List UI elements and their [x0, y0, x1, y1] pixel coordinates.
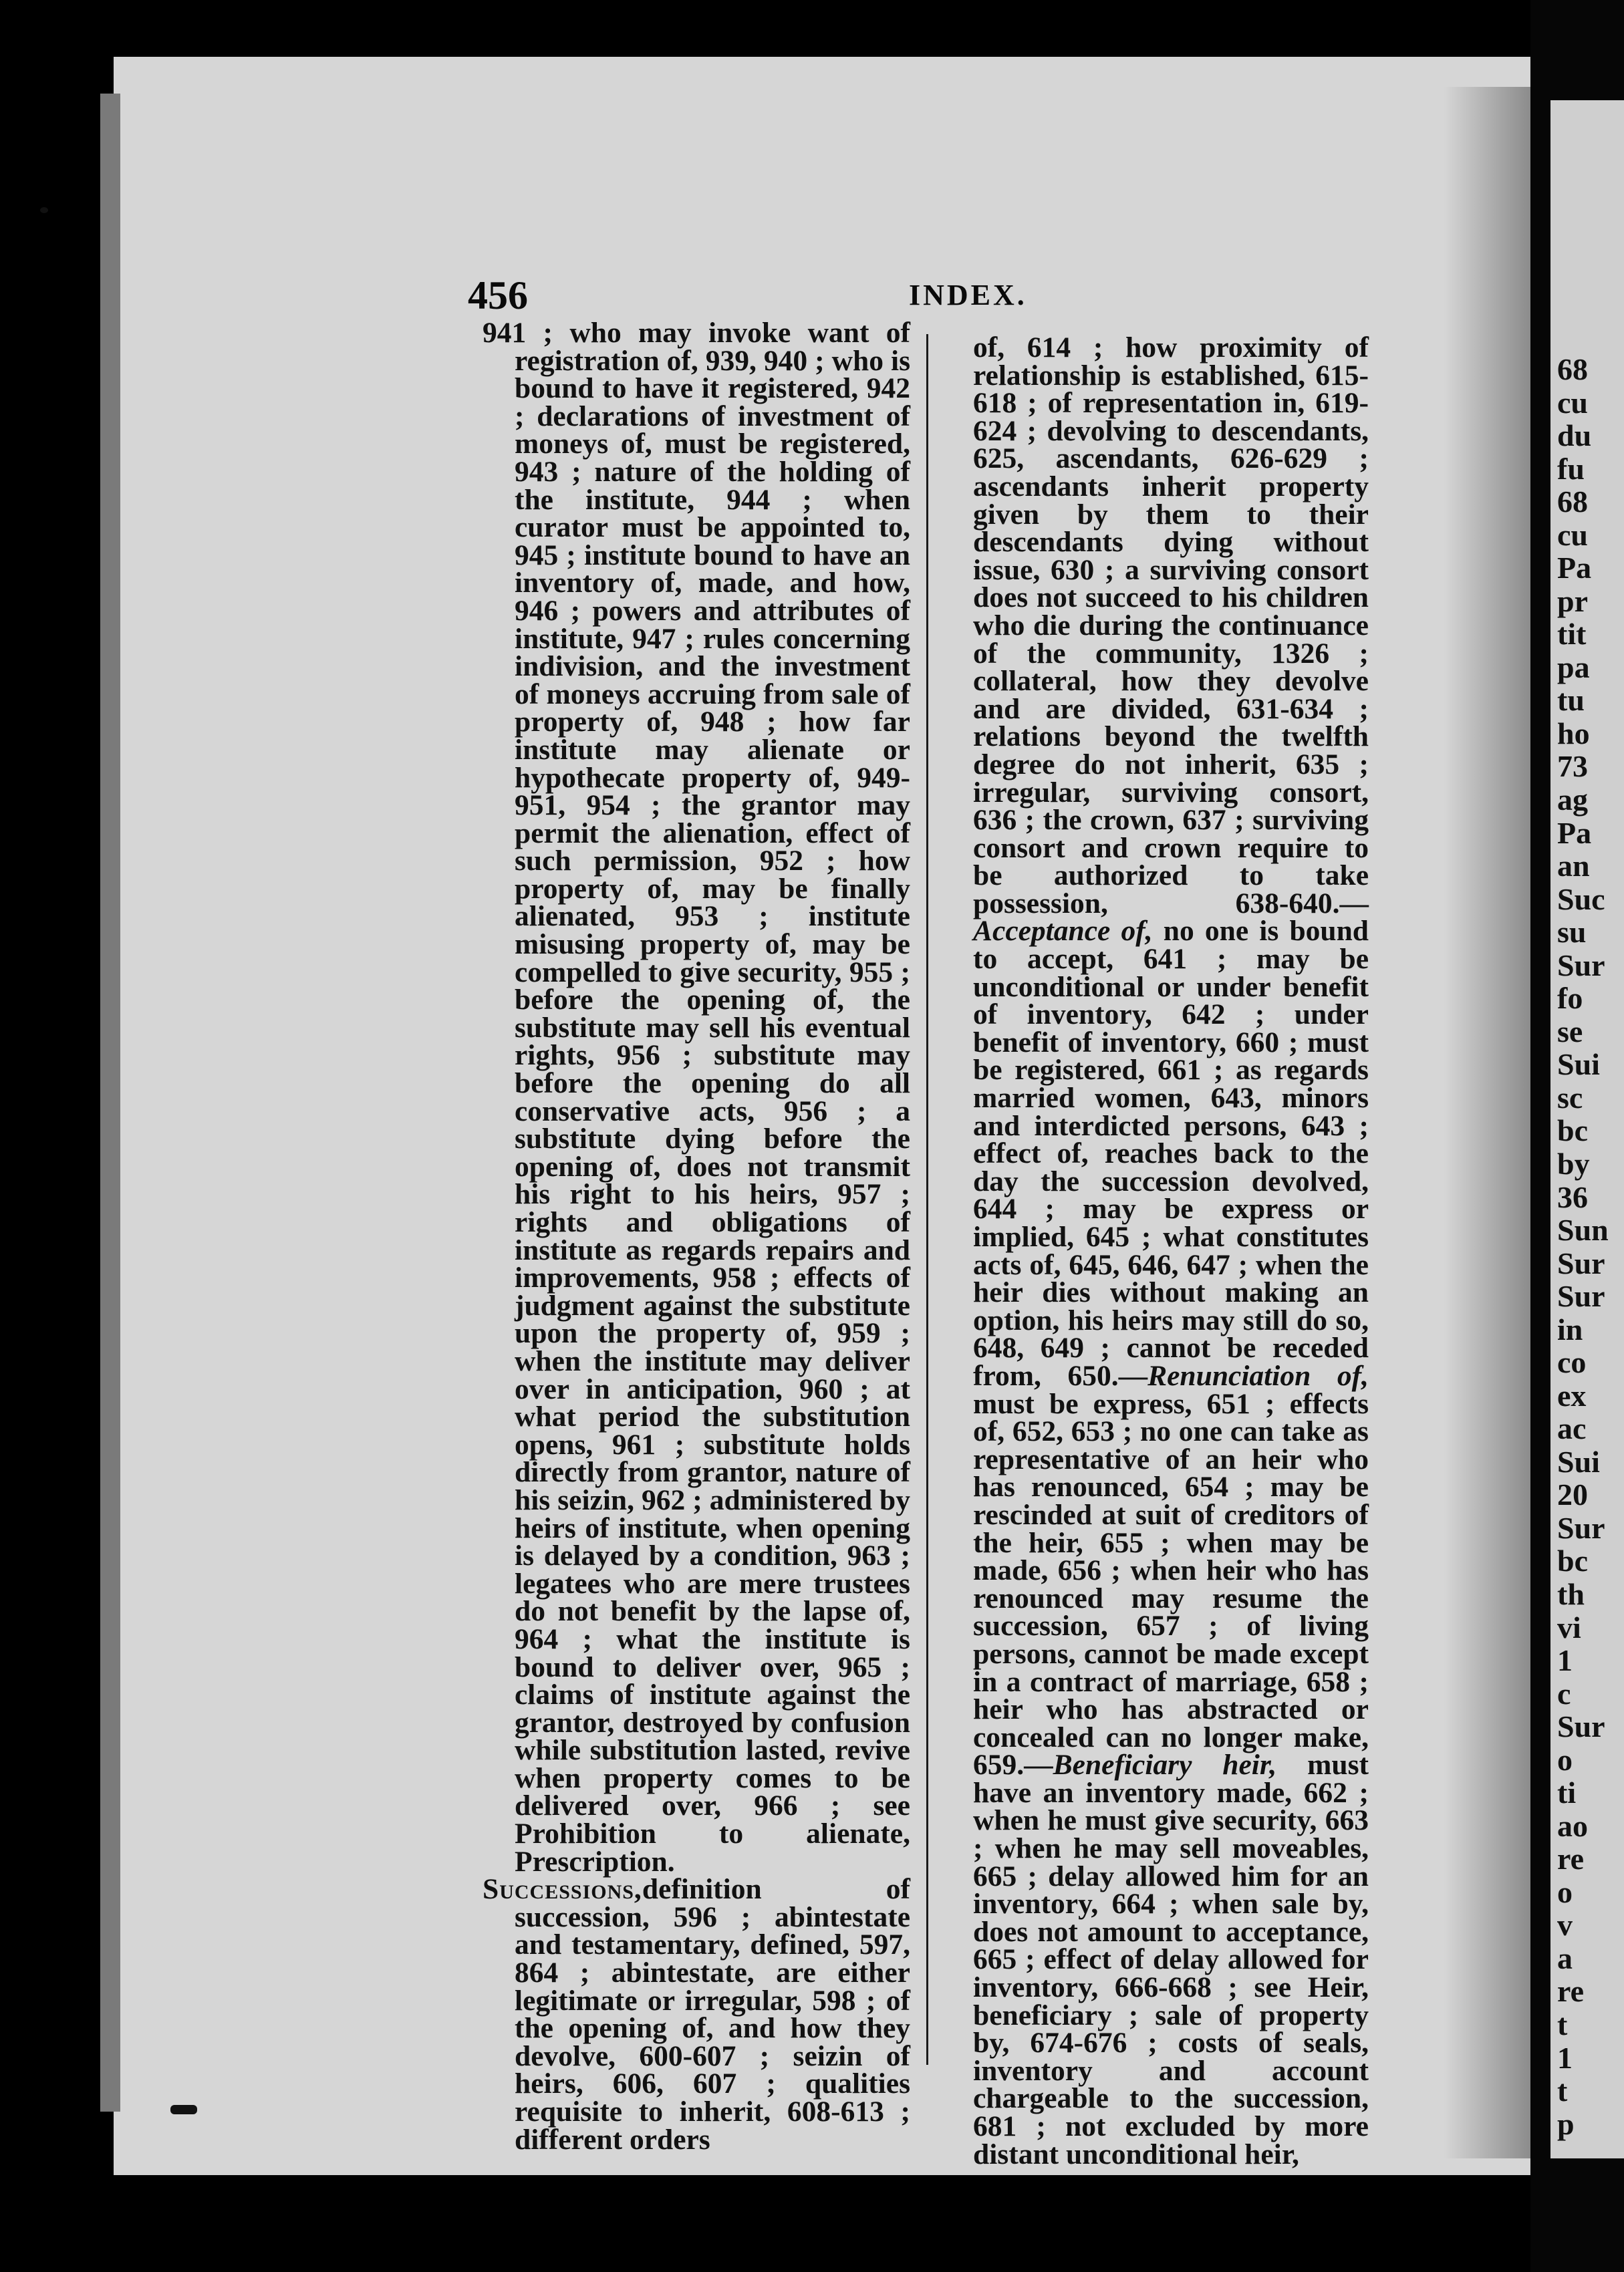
adjacent-page-text: tit: [1557, 617, 1587, 652]
index-entry-continuation-right: [941, 331, 1369, 2170]
adjacent-page-text: t: [1557, 2074, 1568, 2108]
adjacent-page-text: re: [1557, 1974, 1585, 2009]
adjacent-page-text: cu: [1557, 385, 1588, 420]
adjacent-page-text: bc: [1557, 1544, 1588, 1578]
adjacent-page-text: ag: [1557, 783, 1588, 817]
adjacent-page-text: Sui: [1557, 1444, 1600, 1479]
adjacent-page-text: by: [1557, 1146, 1590, 1181]
adjacent-page-text: Sur: [1557, 1246, 1605, 1280]
page-left-edge: [100, 94, 120, 2112]
adjacent-page-text: ac: [1557, 1411, 1587, 1446]
adjacent-page-text: p: [1557, 2106, 1575, 2141]
subheading-acceptance: Acceptance of,: [973, 915, 1153, 948]
adjacent-page-text: Sur: [1557, 1709, 1605, 1744]
adjacent-page-text: 68: [1557, 484, 1588, 519]
entry-text: no one is bound to accept, 641 ; may be unconditional or under benefit of inventory, 642 ; under benefit of inventory, 660 ; must be registered, 661 ; as regards married women, 643, minors and interdicted persons, 643 ; effect of, reaches back to the day the succession devolved, 644 ; may be express or implied, 645 ; what constitutes acts of, 645, 646, 647 ; when the heir dies without making an option, his heirs may still do so, 648, 649 ; cannot be receded from, 650.—: [973, 915, 1369, 1392]
adjacent-page-text: 73: [1557, 749, 1588, 784]
adjacent-page-text: in: [1557, 1312, 1583, 1346]
entry-heading: Successions,: [483, 1873, 642, 1906]
adjacent-page-text: Sui: [1557, 1047, 1600, 1082]
adjacent-page-text: se: [1557, 1014, 1583, 1048]
adjacent-page-text: cu: [1557, 517, 1588, 552]
running-head: [468, 273, 1403, 319]
adjacent-page-text: co: [1557, 1345, 1587, 1380]
page-title: INDEX.: [909, 279, 1027, 311]
adjacent-page-text: ti: [1557, 1776, 1577, 1810]
page-fold-shadow: [1444, 87, 1530, 2158]
adjacent-page-text: Sun: [1557, 1213, 1609, 1248]
adjacent-page-text: th: [1557, 1577, 1585, 1611]
adjacent-page-text: an: [1557, 849, 1590, 883]
adjacent-page-text: 1: [1557, 2040, 1573, 2075]
adjacent-page-fragment: [1550, 100, 1624, 2158]
page-number: 456: [468, 273, 528, 317]
adjacent-page-text: fo: [1557, 981, 1583, 1016]
index-entry-successions: [483, 1873, 910, 2156]
adjacent-page-text: pa: [1557, 650, 1590, 684]
adjacent-page-text: Sur: [1557, 1510, 1605, 1545]
index-column-left: [483, 319, 910, 2154]
adjacent-page-text: bc: [1557, 1113, 1588, 1148]
adjacent-page-text: pr: [1557, 583, 1588, 618]
adjacent-page-text: v: [1557, 1908, 1573, 1943]
adjacent-page-text: ao: [1557, 1808, 1588, 1843]
adjacent-page-text: 68: [1557, 352, 1588, 386]
index-column-right: [941, 331, 1369, 2170]
scan-speck: [170, 2105, 197, 2114]
adjacent-page-text: sc: [1557, 1080, 1583, 1115]
subheading-renunciation: Renunciation of,: [1147, 1359, 1369, 1392]
adjacent-page-text: su: [1557, 915, 1587, 950]
adjacent-page-text: Sur: [1557, 1279, 1605, 1314]
adjacent-page-text: 36: [1557, 1179, 1588, 1214]
adjacent-page-text: tu: [1557, 683, 1585, 718]
entry-text: must be express, 651 ; effects of, 652, 653 ; no one can take as representative of an heir who has renounced, 654 ; may be rescinded at suit of creditors of the heir, 655 ; when may be made, 656 ; when heir who has renounced may resume the succession, 657 ; of living persons, cannot be made except in a contract of marriage, 658 ; heir who has abstracted or concealed can no longer make, 659.—: [973, 1387, 1369, 1782]
adjacent-page-text: a: [1557, 1941, 1573, 1975]
adjacent-page-text: vi: [1557, 1610, 1581, 1645]
entry-text: must have an inventory made, 662 ; when he must give security, 663 ; when he may sell moveables, 665 ; delay allowed him for an inventory, 664 ; when sale by, does not amount to acceptance, 665 ; effect of delay allowed for inventory, 666-668 ; see Heir, beneficiary ; sale of property by, 674-676 ; costs of seals, inventory and account chargeable to the succession, 681 ; not excluded by more distant unconditional heir,: [973, 1749, 1369, 2170]
adjacent-page-text: 1: [1557, 1643, 1573, 1678]
entry-text: of, 614 ; how proximity of relationship is established, 615-618 ; of representation in, 619-624 ; devolving to descendants, 625, ascendants, 626-629 ; ascendants inherit property given by them to their descendants dying without issue, 630 ; a surviving consort does not succeed to his children who die during the continuance of the community, 1326 ; collateral, how they devolve and are divided, 631-634 ; relations beyond the twelfth degree do not inherit, 635 ; irregular, surviving consort, 636 ; the crown, 637 ; surviving consort and crown require to be authorized to take possession, 638-640.—: [973, 331, 1369, 919]
scan-speck: [40, 207, 48, 213]
adjacent-page-text: Suc: [1557, 881, 1605, 916]
adjacent-page-text: fu: [1557, 451, 1585, 486]
adjacent-page-text: du: [1557, 418, 1592, 453]
adjacent-page-text: o: [1557, 1742, 1573, 1777]
adjacent-page-text: Pa: [1557, 551, 1592, 585]
adjacent-page-text: t: [1557, 2007, 1568, 2042]
adjacent-page-text: c: [1557, 1676, 1571, 1711]
index-entry-continuation: 941 ; who may invoke want of registration of, 939, 940 ; who is bound to have it registered, 942 ; declarations of investment of moneys of, must be registered, 943 ; nature of the holding of the institute, 944 ; when curator must be appointed to, 945 ; institute bound to have an inventory of, made, and how, 946 ; powers and attributes of institute, 947 ; rules concerning indivision, and the investment of moneys accruing from sale of property of, 948 ; how far institute may alienate or hypothecate property of, 949-951, 954 ; the grantor may permit the alienation, effect of such permission, 952 ; how property of, may be finally alienated, 953 ; institute misusing property of, may be compelled to give security, 955 ; before the opening of, the substitute may sell his eventual rights, 956 ; substitute may before the opening do all conservative acts, 956 ; a substitute dying before the opening of, does not transmit his right to his heirs, 957 ; rights and obligations of institute as regards repairs and improvements, 958 ; effects of judgment against the substitute upon the property of, 959 ; when the institute may deliver over in anticipation, 960 ; at what period the substitution opens, 961 ; substitute holds directly from grantor, nature of his seizin, 962 ; administered by heirs of institute, when opening is delayed by a condition, 963 ; legatees who are mere trustees do not benefit by the lapse of, 964 ; what the institute is bound to deliver over, 965 ; claims of institute against the grantor, destroyed by confusion while substitution lasted, revive when property comes to be delivered over, 966 ; see Prohibition to alienate, Prescription.: [483, 317, 910, 1878]
adjacent-page-text: re: [1557, 1842, 1585, 1876]
entry-text: definition of succession, 596 ; abintestate and testamentary, defined, 597, 864 ; abintestate, are either legitimate or irregular, 598 ; of the opening of, and how they devolve, 600-607 ; seizin of heirs, 606, 607 ; qualities requisite to inherit, 608-613 ; different orders: [515, 1873, 910, 2156]
column-rule: [926, 334, 928, 2065]
adjacent-page-text: o: [1557, 1874, 1573, 1909]
adjacent-page-text: Pa: [1557, 815, 1592, 850]
adjacent-page-text: 20: [1557, 1477, 1588, 1512]
subheading-beneficiary-heir: Beneficiary heir,: [1053, 1749, 1277, 1782]
adjacent-page-text: Sur: [1557, 948, 1605, 982]
adjacent-page-text: ho: [1557, 716, 1590, 750]
adjacent-page-text: ex: [1557, 1378, 1587, 1413]
